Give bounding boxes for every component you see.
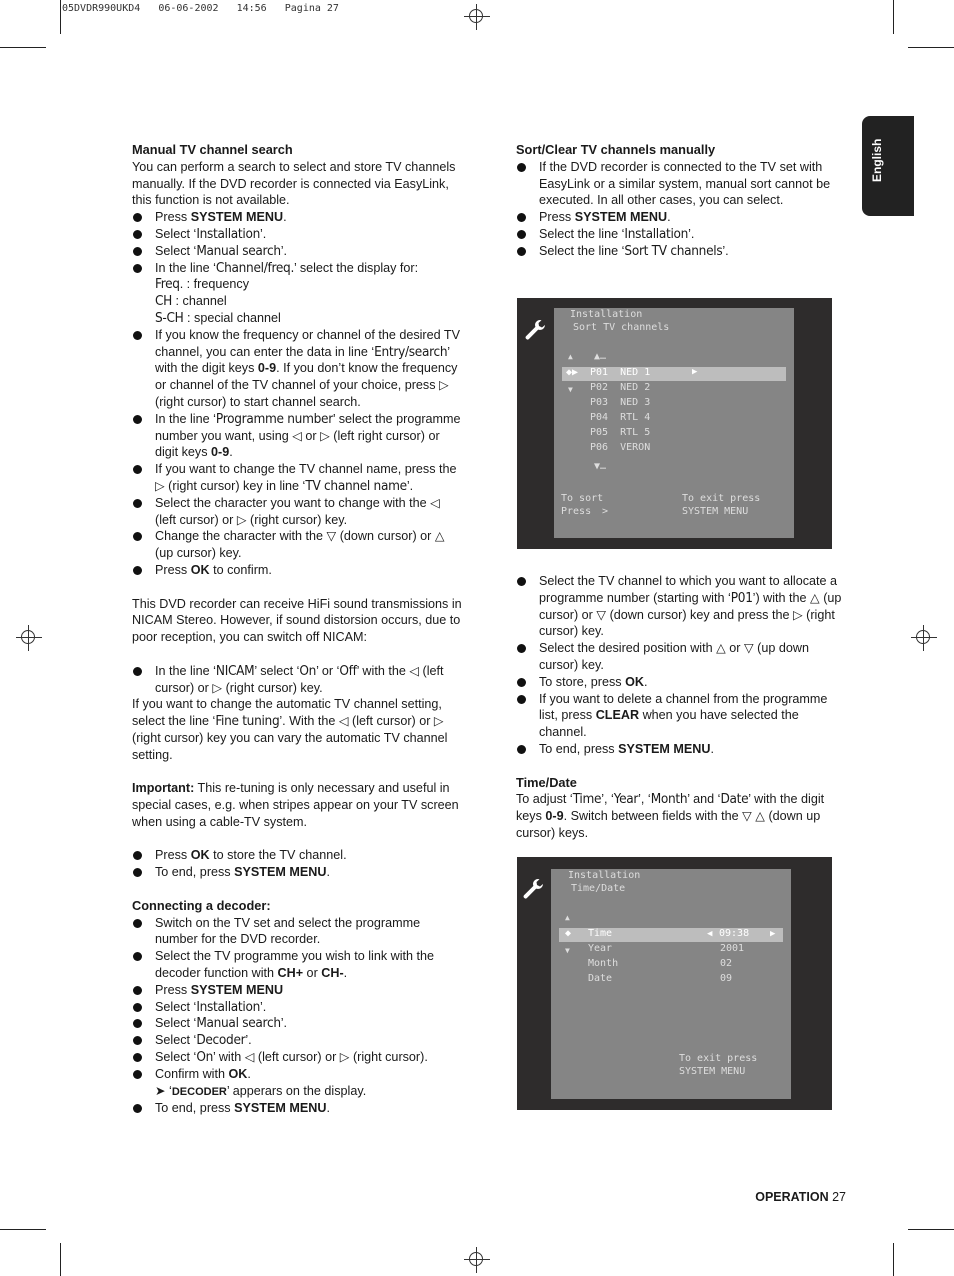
channel-row: P04 RTL 4	[590, 412, 651, 423]
down-arrow-icon: ▼	[565, 946, 570, 955]
store-steps	[132, 847, 464, 881]
result-arrow-icon: ➤	[155, 1083, 166, 1098]
date-label: Date	[588, 973, 613, 984]
up-arrow-icon: ▲	[568, 352, 573, 361]
more-up-indicator: ▲…	[594, 351, 607, 362]
manual-search-intro: You can perform a search to select and store TV channels manually. If the DVD recorder is connected via EasyLink, this function is not available.	[132, 159, 456, 208]
list-item: In the line ‘Programme number’ select the programme number you want, using ◁ or ▷ (left right cursor) or digit keys 0-9.	[132, 411, 464, 461]
section-heading-manual-search: Manual TV channel search	[132, 142, 293, 157]
left-arrow-icon: ◀	[707, 929, 713, 939]
osd-title: Installation	[570, 309, 643, 320]
crop-mark	[908, 1229, 954, 1230]
crop-mark	[60, 0, 61, 34]
list-item: Select ‘Manual search’.	[132, 1015, 464, 1032]
month-label: Month	[588, 958, 619, 969]
list-item: In the line ‘Channel/freq.’ select the display for: Freq. : frequency CH : channel S-CH : special channel	[132, 260, 464, 327]
right-cursor-icon: >	[602, 506, 609, 517]
allocate-steps	[516, 573, 848, 758]
language-tab-label: English	[870, 138, 884, 182]
osd-screen	[551, 869, 791, 1099]
section-heading-time-date: Time/Date	[516, 774, 577, 790]
page-number: 27	[832, 1190, 846, 1204]
sort-steps	[516, 159, 848, 260]
list-item: Select ‘On’ with ◁ (left cursor) or ▷ (right cursor).	[132, 1049, 464, 1066]
list-item: Select the line ‘Sort TV channels’.	[516, 243, 848, 260]
footer-section: OPERATION	[755, 1190, 829, 1204]
list-item: Select the desired position with △ or ▽ (up down cursor) key.	[516, 640, 848, 674]
list-item: If you want to change the TV channel name, press the ▷ (right cursor) key in line ‘TV channel name’.	[132, 461, 464, 495]
list-item: If you want to delete a channel from the programme list, press CLEAR when you have selected the channel.	[516, 691, 848, 741]
list-item: To end, press SYSTEM MENU.	[132, 1100, 464, 1117]
osd-footer-left: Press	[561, 506, 592, 517]
registration-mark	[911, 625, 937, 651]
language-tab	[862, 116, 914, 216]
channel-row: P05 RTL 5	[590, 427, 651, 438]
time-date-text: To adjust ‘Time’, ‘Year’, ‘Month’ and ‘Date’ with the digit keys 0-9. Switch between fields with the ▽ △ (down up cursor) keys.	[516, 791, 825, 840]
list-item: Press OK to confirm.	[132, 562, 464, 579]
wrench-icon	[523, 318, 547, 342]
date-value: 09	[720, 973, 733, 984]
registration-mark	[16, 625, 42, 651]
right-column-top	[516, 142, 848, 260]
osd-subtitle: Sort TV channels	[573, 322, 670, 333]
list-item: To store, press OK.	[516, 674, 848, 691]
list-item: Select ‘Manual search’.	[132, 243, 464, 260]
osd-footer-left: To sort	[561, 493, 604, 504]
channel-row: P02 NED 2	[590, 382, 651, 393]
osd-screen	[554, 308, 794, 538]
osd-sort-channels	[517, 298, 832, 549]
registration-mark	[464, 1247, 490, 1273]
section-heading-sort: Sort/Clear TV channels manually	[516, 142, 716, 157]
crop-mark	[893, 0, 894, 34]
more-down-indicator: ▼…	[594, 461, 607, 472]
osd-title: Installation	[568, 870, 641, 881]
time-label: Time	[588, 928, 613, 939]
left-column	[132, 142, 464, 1117]
move-diamond-icon: ◆▶	[566, 367, 579, 378]
right-column-middle	[516, 573, 848, 842]
channel-row: P01 NED 1	[590, 367, 651, 378]
wrench-icon	[521, 877, 545, 901]
list-item: Press SYSTEM MENU	[132, 982, 464, 999]
list-item: Select the TV programme you wish to link with the decoder function with CH+ or CH-.	[132, 948, 464, 982]
nicam-steps	[132, 663, 464, 697]
channel-row: P06 VERON	[590, 442, 651, 453]
right-arrow-icon: ▶	[770, 929, 776, 939]
crop-mark	[893, 1243, 894, 1276]
osd-footer-right: SYSTEM MENU	[682, 506, 749, 517]
decoder-steps	[132, 915, 464, 1118]
list-item: If the DVD recorder is connected to the TV set with EasyLink or a similar system, manual sort cannot be executed. In all other cases, you can select.	[516, 159, 848, 209]
crop-mark	[0, 47, 46, 48]
osd-footer-right: SYSTEM MENU	[679, 1066, 746, 1077]
osd-subtitle: Time/Date	[571, 883, 626, 894]
list-item: Select ‘Decoder’.	[132, 1032, 464, 1049]
list-item: Select ‘Installation’.	[132, 999, 464, 1016]
list-item: If you know the frequency or channel of the desired TV channel, you can enter the data in line ‘Entry/search’ with the digit keys 0-9. If you don’t know the frequency or channel of the TV channel of your choice, press ▷ (right cursor) to start channel search.	[132, 327, 464, 411]
year-label: Year	[588, 943, 613, 954]
print-slug-line: 05DVDR990UKD4 06-06-2002 14:56 Pagina 27	[62, 3, 339, 14]
osd-footer-right: To exit press	[682, 493, 761, 504]
important-note: Important: This re-tuning is only necessary and useful in special cases, e.g. when stripes appear on your TV screen when using a cable-TV system.	[132, 781, 459, 829]
osd-footer-right: To exit press	[679, 1053, 758, 1064]
list-item: Select the TV channel to which you want to allocate a programme number (starting with ‘P01’) with the △ (up cursor) or ▽ (down cursor) key and press the ▷ (right cursor) key.	[516, 573, 848, 640]
list-item: Press SYSTEM MENU.	[132, 209, 464, 226]
diamond-icon: ◆	[565, 928, 572, 939]
crop-mark	[60, 1243, 61, 1276]
list-item: Press OK to store the TV channel.	[132, 847, 464, 864]
registration-mark	[464, 4, 490, 30]
list-item: Switch on the TV set and select the programme number for the DVD recorder.	[132, 915, 464, 949]
month-value: 02	[720, 958, 733, 969]
list-item: Change the character with the ▽ (down cursor) or △ (up cursor) key.	[132, 528, 464, 562]
channel-row: P03 NED 3	[590, 397, 651, 408]
list-item: Confirm with OK.	[132, 1066, 464, 1083]
right-arrow-icon: ▶	[692, 367, 698, 377]
crop-mark	[908, 47, 954, 48]
manual-search-steps	[132, 209, 464, 579]
list-item: Select the character you want to change with the ◁ (left cursor) or ▷ (right cursor) key.	[132, 495, 464, 529]
nicam-intro: This DVD recorder can receive HiFi sound transmissions in NICAM Stereo. However, if sound distorsion occurs, due to poor reception, you can switch off NICAM:	[132, 596, 462, 645]
list-item: Select ‘Installation’.	[132, 226, 464, 243]
list-item: In the line ‘NICAM’ select ‘On’ or ‘Off’ with the ◁ (left cursor) or ▷ (right cursor) key.	[132, 663, 464, 697]
crop-mark	[0, 1229, 46, 1230]
down-arrow-icon: ▼	[568, 385, 573, 394]
list-item: Press SYSTEM MENU.	[516, 209, 848, 226]
fine-tuning-text: If you want to change the automatic TV channel setting, select the line ‘Fine tuning’. With the ◁ (left cursor) or ▷ (right cursor) key you can vary the automatic TV channel setting.	[132, 697, 448, 762]
page-footer	[755, 1190, 846, 1204]
up-arrow-icon: ▲	[565, 913, 570, 922]
list-item: To end, press SYSTEM MENU.	[132, 864, 464, 881]
section-heading-decoder: Connecting a decoder:	[132, 897, 271, 913]
osd-time-date	[517, 857, 832, 1110]
time-value: 09:38	[719, 928, 750, 939]
list-item: ➤ ‘DECODER’ apperars on the display.	[155, 1083, 367, 1098]
list-item: To end, press SYSTEM MENU.	[516, 741, 848, 758]
list-item: Select the line ‘Installation’.	[516, 226, 848, 243]
year-value: 2001	[720, 943, 745, 954]
